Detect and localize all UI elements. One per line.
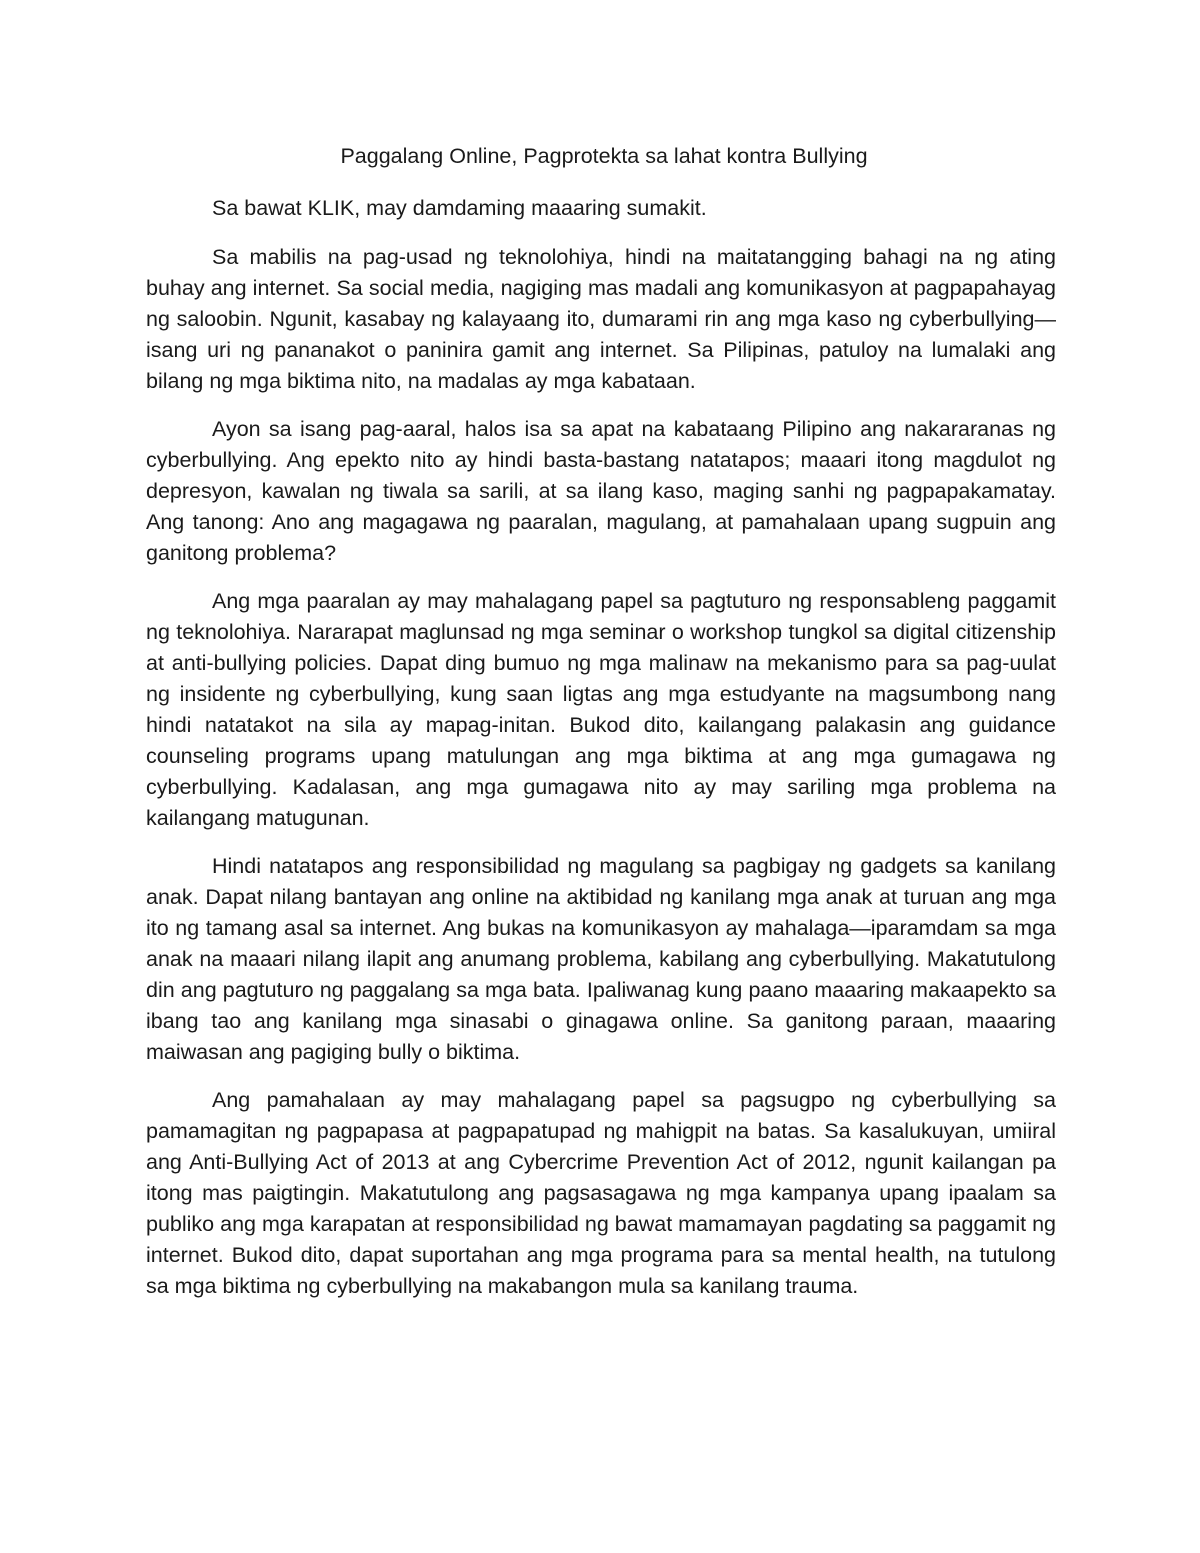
lead-sentence: Sa bawat KLIK, may damdaming maaaring sumakit.: [212, 196, 707, 220]
paragraph-2: Ayon sa isang pag-aaral, halos isa sa apat na kabataang Pilipino ang nakararanas ng cyberbullying. Ang epekto nito ay hindi basta-bastang natatapos; maaari itong magdulot ng depresyon, kawalan ng tiwala sa sarili, at sa ilang kaso, maging sanhi ng pagpapakamatay. Ang tanong: Ano ang magagawa ng paaralan, magulang, at pamahalaan upang sugpuin ang ganitong problema?: [146, 417, 1056, 565]
document-page: [146, 140, 1056, 1319]
paragraph-4: Hindi natatapos ang responsibilidad ng magulang sa pagbigay ng gadgets sa kanilang anak. Dapat nilang bantayan ang online na aktibidad ng kanilang mga anak at turuan ang mga ito ng tamang asal sa internet. Ang bukas na komunikasyon ay mahalaga—iparamdam sa mga anak na maaari nilang ilapit ang anumang problema, kabilang ang cyberbullying. Makatutulong din ang pagtuturo ng paggalang sa mga bata. Ipaliwanag kung paano maaaring makaapekto sa ibang tao ang kanilang mga sinasabi o ginagawa online. Sa ganitong paraan, maaaring maiwasan ang pagiging bully o biktima.: [146, 854, 1056, 1064]
document-title: Paggalang Online, Pagprotekta sa lahat kontra Bullying: [340, 144, 868, 168]
paragraph-5: Ang pamahalaan ay may mahalagang papel sa pagsugpo ng cyberbullying sa pamamagitan ng pagpapasa at pagpapatupad ng mahigpit na batas. Sa kasalukuyan, umiiral ang Anti-Bullying Act of 2013 at ang Cybercrime Prevention Act of 2012, ngunit kailangan pa itong mas paigtingin. Makatutulong ang pagsasagawa ng mga kampanya upang ipaalam sa publiko ang mga karapatan at responsibilidad ng bawat mamamayan pagdating sa paggamit ng internet. Bukod dito, dapat suportahan ang mga programa para sa mental health, na tutulong sa mga biktima ng cyberbullying na makabangon mula sa kanilang trauma.: [146, 1088, 1056, 1298]
paragraph-3: Ang mga paaralan ay may mahalagang papel sa pagtuturo ng responsableng paggamit ng teknolohiya. Nararapat maglunsad ng mga seminar o workshop tungkol sa digital citizenship at anti-bullying policies. Dapat ding bumuo ng mga malinaw na mekanismo para sa pag-uulat ng insidente ng cyberbullying, kung saan ligtas ang mga estudyante na magsumbong nang hindi natatakot na sila ay mapag-initan. Bukod dito, kailangang palakasin ang guidance counseling programs upang matulungan ang mga biktima at ang mga gumagawa ng cyberbullying. Kadalasan, ang mga gumagawa nito ay may sariling mga problema na kailangang matugunan.: [146, 589, 1056, 830]
paragraph-1: Sa mabilis na pag-usad ng teknolohiya, hindi na maitatangging bahagi na ng ating buhay ang internet. Sa social media, nagiging mas madali ang komunikasyon at pagpapahayag ng saloobin. Ngunit, kasabay ng kalayaang ito, dumarami rin ang mga kaso ng cyberbullying—isang uri ng pananakot o paninira gamit ang internet. Sa Pilipinas, patuloy na lumalaki ang bilang ng mga biktima nito, na madalas ay mga kabataan.: [146, 245, 1056, 393]
